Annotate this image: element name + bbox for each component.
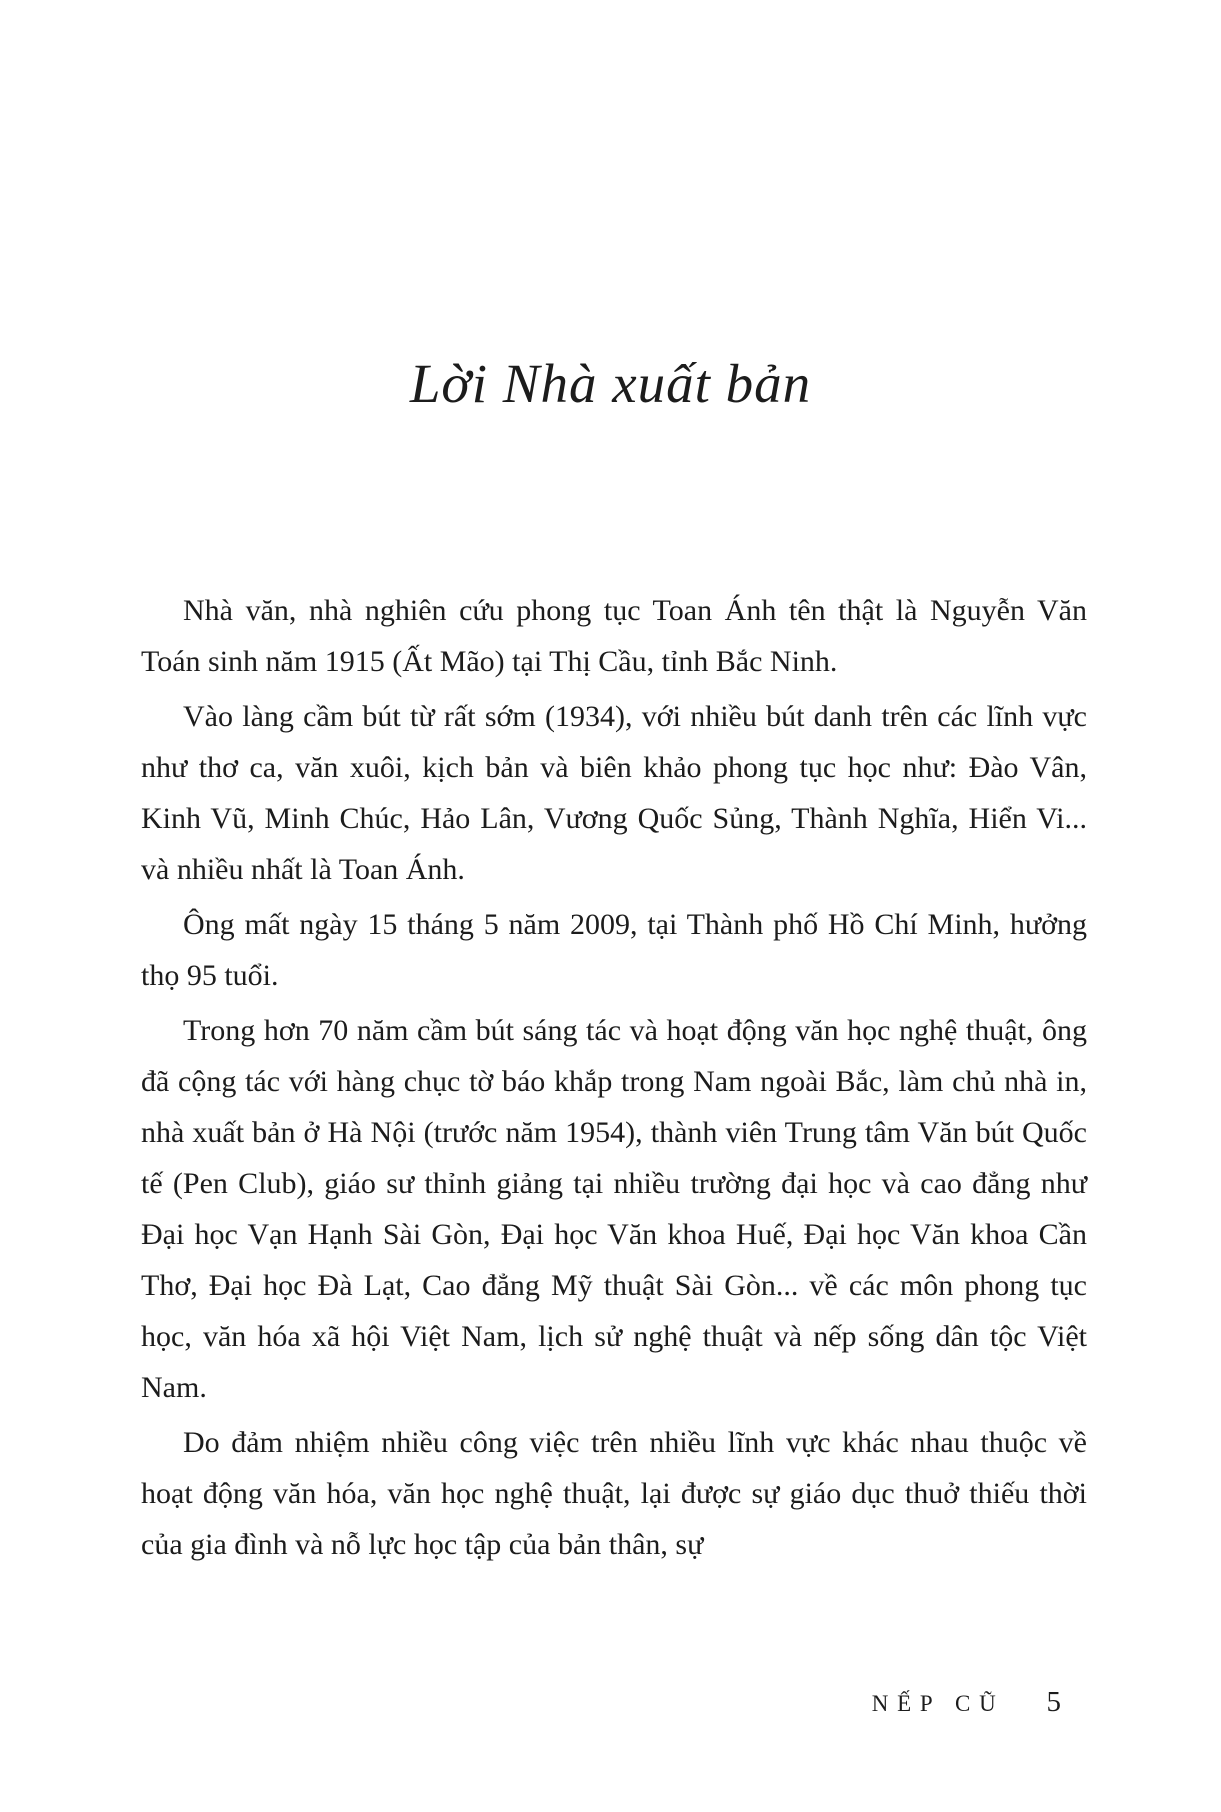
page-footer	[872, 1686, 1061, 1719]
paragraph-death: Ông mất ngày 15 tháng 5 năm 2009, tại Thành phố Hồ Chí Minh, hưởng thọ 95 tuổi.	[141, 908, 1087, 992]
paragraph-career: Trong hơn 70 năm cầm bút sáng tác và hoạt động văn học nghệ thuật, ông đã cộng tác với hàng chục tờ báo khắp trong Nam ngoài Bắc, làm chủ nhà in, nhà xuất bản ở Hà Nội (trước năm 1954), thành viên Trung tâm Văn bút Quốc tế (Pen Club), giáo sư thỉnh giảng tại nhiều trường đại học và cao đẳng như Đại học Vạn Hạnh Sài Gòn, Đại học Văn khoa Huế, Đại học Văn khoa Cần Thơ, Đại học Đà Lạt, Cao đẳng Mỹ thuật Sài Gòn... về các môn phong tục học, văn hóa xã hội Việt Nam, lịch sử nghệ thuật và nếp sống dân tộc Việt Nam.	[141, 1014, 1087, 1404]
paragraph-pen-names: Vào làng cầm bút từ rất sớm (1934), với nhiều bút danh trên các lĩnh vực như thơ ca, văn xuôi, kịch bản và biên khảo phong tục học như: Đào Vân, Kinh Vũ, Minh Chúc, Hảo Lân, Vương Quốc Sủng, Thành Nghĩa, Hiển Vi... và nhiều nhất là Toan Ánh.	[141, 700, 1087, 886]
footer-book-title: NẾP CŨ	[871, 1691, 1005, 1716]
footer-page-number: 5	[1046, 1686, 1061, 1718]
paragraph-author-intro: Nhà văn, nhà nghiên cứu phong tục Toan Ánh tên thật là Nguyễn Văn Toán sinh năm 1915 (Ất Mão) tại Thị Cầu, tỉnh Bắc Ninh.	[141, 594, 1087, 678]
paragraph-education: Do đảm nhiệm nhiều công việc trên nhiều lĩnh vực khác nhau thuộc về hoạt động văn hóa, văn học nghệ thuật, lại được sự giáo dục thuở thiếu thời của gia đình và nỗ lực học tập của bản thân, sự	[141, 1426, 1087, 1561]
page-title: Lời Nhà xuất bản	[409, 353, 812, 414]
body-text	[141, 585, 1087, 1574]
